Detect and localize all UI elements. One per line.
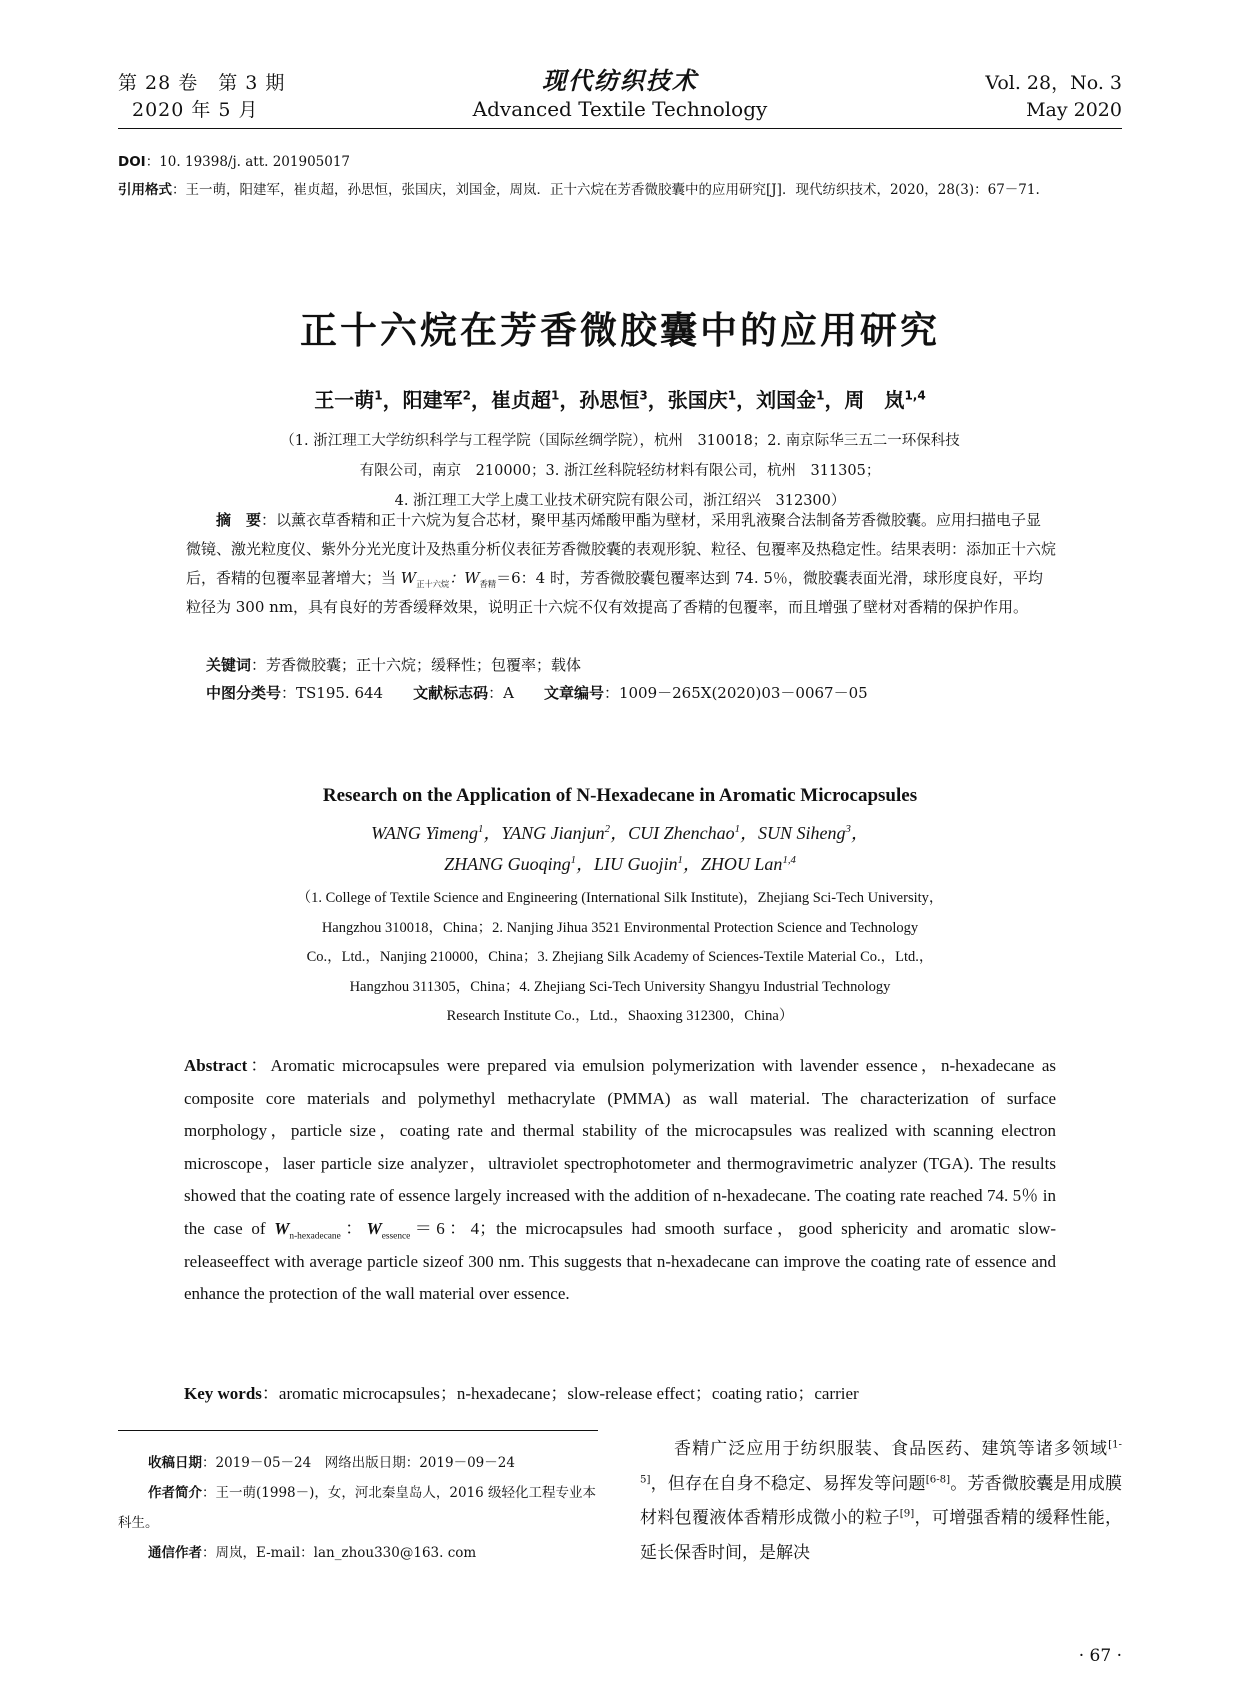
author-affil-mark: 3 — [639, 388, 648, 403]
abstract-cn — [186, 506, 1056, 622]
author-affil-mark: 1 — [734, 823, 740, 835]
body-text: 。芳香微胶囊是用成膜材料包覆液体香精形成微小的粒子 — [640, 1473, 1123, 1528]
keywords-cn-label: 关键词 — [206, 656, 252, 674]
date-en: May 2020 — [1026, 99, 1122, 121]
author-affil-mark: 1,4 — [904, 388, 926, 403]
author: ，阳建军 — [382, 388, 463, 412]
body-text: 香精广泛应用于纺织服装、食品医药、建筑等诸多领域 — [674, 1439, 1109, 1459]
author-sep: ， — [850, 823, 869, 843]
received-date — [118, 1448, 598, 1478]
keywords-cn — [206, 651, 1076, 680]
author-affil-mark: 1 — [570, 854, 576, 866]
author-affil-mark: 1 — [677, 854, 683, 866]
journal-name-en: Advanced Textile Technology — [472, 97, 768, 121]
abstract-cn-var: ：W — [449, 569, 480, 587]
classification-line — [206, 679, 1056, 708]
author-affil-mark: 1,4 — [782, 854, 796, 866]
affiliation-en-line: Hangzhou 311305，China；4. Zhejiang Sci-Tech University Shangyu Industrial Technology — [349, 978, 891, 995]
author: ，张国庆 — [647, 388, 728, 412]
author-affil-mark: 1 — [727, 388, 737, 403]
body-paragraph — [640, 1432, 1122, 1570]
journal-name-cn: 现代纺织技术 — [542, 66, 698, 95]
corr-value: ：周岚，E-mail：lan_zhou330@163. com — [202, 1545, 477, 1561]
author-en: ，YANG Jianjun — [483, 823, 605, 843]
article-no-value: ：1009－265X(2020)03－0067－05 — [603, 684, 868, 702]
abstract-en-label: Abstract — [184, 1056, 248, 1075]
authors-en-line-2 — [0, 849, 1240, 880]
issue-info-en — [985, 70, 1122, 124]
affiliation-en-line: Research Institute Co.，Ltd.，Shaoxing 312300，China） — [446, 1008, 794, 1024]
doi-line — [118, 150, 1122, 174]
clc-value: ：TS195. 644 — [281, 684, 384, 702]
affiliations-cn — [170, 426, 1070, 516]
author: ，孙思恒 — [559, 388, 640, 412]
abstract-en-sub: n-hexadecane — [289, 1231, 341, 1242]
author-en: ZHANG Guoqing — [444, 854, 571, 874]
authors-en — [0, 818, 1240, 880]
received-value: ：2019－05－24 网络出版日期：2019－09－24 — [202, 1455, 515, 1471]
header-rule — [118, 128, 1122, 129]
author-en: WANG Yimeng — [371, 823, 479, 843]
volume-en: Vol. 28，No. 3 — [985, 72, 1122, 94]
citation-value: ：王一萌，阳建军，崔贞超，孙思恒，张国庆，刘国金，周岚．正十六烷在芳香微胶囊中的应用研究[J]．现代纺织技术，2020，28(3)：67－71. — [172, 182, 1040, 198]
author-affil-mark: 2 — [604, 823, 611, 835]
keywords-en-value: ：aromatic microcapsules；n-hexadecane；slow-release effect；coating ratio；carrier — [261, 1384, 859, 1403]
author-affil-mark: 2 — [462, 388, 471, 403]
article-no-label: 文章编号 — [543, 684, 604, 702]
citation-label: 引用格式 — [118, 182, 172, 198]
abstract-cn-label: 摘 要 — [216, 511, 262, 529]
author-affil-mark: 3 — [845, 823, 851, 835]
affiliation-en-line: Co.，Ltd.，Nanjing 210000，China；3. Zhejiang Silk Academy of Sciences-Textile Material Co.，Ltd.， — [306, 949, 934, 965]
keywords-cn-value: ：芳香微胶囊；正十六烷；缓释性；包覆率；载体 — [251, 656, 582, 674]
body-text: ，可增强香精的缓释性能，延长保香时间，是解决 — [640, 1508, 1123, 1563]
abstract-cn-text-2: ＝6：4 时，芳香微胶囊包覆率达到 74. 5％，微胶囊表面光滑，球形度良好，平均粒径为 300 nm，具有良好的芳香缓释效果，说明正十六烷不仅有效提高了香精的包覆率，而且增强了壁材对香精的保护作用。 — [186, 569, 1043, 616]
author: ，崔贞超 — [471, 388, 551, 412]
footnote — [118, 1448, 598, 1568]
abstract-cn-text: ：以薰衣草香精和正十六烷为复合芯材，聚甲基丙烯酸甲酯为壁材，采用乳液聚合法制备芳香微胶囊。应用扫描电子显微镜、激光粒度仪、紫外分光光度计及热重分析仪表征芳香微胶囊的表观形貌、粒径、包覆率及热稳定性。结果表明：添加正十六烷后，香精的包覆率显著增大；当 — [186, 511, 1057, 587]
doc-code-label: 文献标志码 — [413, 684, 489, 702]
citation-ref: [1-5] — [640, 1439, 1122, 1485]
doi-value: ：10. 19398/j. att. 201905017 — [145, 154, 351, 170]
author-en: ，ZHOU Lan — [682, 854, 783, 874]
affiliation-en-line: （1. College of Textile Science and Engineering (International Silk Institute)，Zhejiang Sci-Tech University， — [296, 890, 944, 906]
paper-title: 正十六烷在芳香微胶囊中的应用研究 — [300, 309, 940, 352]
abstract-en-text: ：Aromatic microcapsules were prepared via emulsion polymerization with lavender essence，n-hexadecane as composite core materials and polymethyl methacrylate (PMMA) as wall material. The characterization of surface morphology，particle size，coating rate and thermal stability of the microcapsules was realized with scanning electron microscope，laser particle size analyzer，ultraviolet spectrophotometer and thermogravimetric analyzer (TGA). The results showed that the coating rate of essence largely increased with the addition of n-hexadecane. The coating rate reached 74. 5％ in the case of — [184, 1056, 1056, 1238]
paper-title-en: Research on the Application of N-Hexadecane in Aromatic Microcapsules — [322, 785, 918, 806]
authors-en-line-1 — [0, 818, 1240, 849]
bio-value: ：王一萌(1998－)，女，河北秦皇岛人，2016 级轻化工程专业本科生。 — [118, 1485, 597, 1531]
author: ，周 岚 — [824, 388, 905, 412]
keywords-en — [184, 1378, 1056, 1410]
abstract-cn-var: W — [400, 569, 417, 587]
affiliation-line: （1. 浙江理工大学纺织科学与工程学院（国际丝绸学院），杭州 310018；2. 南京际华三五二一环保科技 — [280, 433, 960, 449]
received-label: 收稿日期 — [148, 1455, 202, 1471]
keywords-en-label: Key words — [184, 1384, 262, 1403]
affiliation-en-line: Hangzhou 310018，China；2. Nanjing Jihua 3521 Environmental Protection Science and Technology — [321, 919, 919, 936]
author-affil-mark: 1 — [374, 388, 383, 403]
footnote-rule — [118, 1430, 598, 1431]
issue-date: 2020 年 5 月 — [132, 99, 259, 121]
author-affil-mark: 1 — [816, 388, 825, 403]
authors-cn — [0, 384, 1240, 413]
abstract-cn-sub: 香精 — [479, 579, 497, 589]
abstract-en-var: W — [274, 1218, 290, 1238]
affiliation-line: 有限公司，南京 210000；3. 浙江丝科院轻纺材料有限公司，杭州 311305； — [359, 463, 881, 479]
citation-ref: [6-8] — [925, 1473, 951, 1485]
doc-code-value: ：A — [488, 684, 514, 702]
author: ，刘国金 — [736, 388, 817, 412]
citation-ref: [9] — [899, 1508, 915, 1520]
author: 王一萌 — [314, 388, 375, 412]
abstract-en-sep: ： — [340, 1218, 367, 1238]
author-bio — [118, 1478, 598, 1538]
author-affil-mark: 1 — [478, 823, 484, 835]
abstract-en-text-2: ＝6：4；the microcapsules had smooth surface，good sphericity and aromatic slow-releaseeffect with average particle sizeof 300 nm. This suggests that n-hexadecane can improve the coating rate of essence and enhance the protection of the wall material over essence. — [184, 1218, 1057, 1304]
clc-label: 中图分类号 — [206, 684, 282, 702]
abstract-en-var: W — [366, 1218, 382, 1238]
abstract-en-sub: essence — [381, 1231, 411, 1242]
page-number: · 67 · — [1078, 1646, 1122, 1666]
issue-volume: 第 28 卷 第 3 期 — [118, 72, 286, 94]
body-text: ，但存在自身不稳定、易挥发等问题 — [650, 1473, 926, 1494]
author-en: ，SUN Siheng — [739, 823, 846, 843]
author-affil-mark: 1 — [551, 388, 560, 403]
author-en: ，LIU Guojin — [575, 854, 678, 874]
citation-line — [118, 178, 1122, 202]
corresponding-author — [118, 1538, 598, 1568]
corr-label: 通信作者 — [148, 1545, 202, 1561]
author-en: ，CUI Zhenchao — [610, 823, 735, 843]
affiliations-en — [190, 884, 1050, 1032]
bio-label: 作者简介 — [148, 1485, 202, 1501]
abstract-cn-sub: 正十六烷 — [416, 579, 450, 589]
doi-label: DOI — [118, 154, 146, 170]
affiliation-line: 4. 浙江理工大学上虞工业技术研究院有限公司，浙江绍兴 312300） — [394, 493, 846, 509]
abstract-en — [184, 1050, 1056, 1311]
